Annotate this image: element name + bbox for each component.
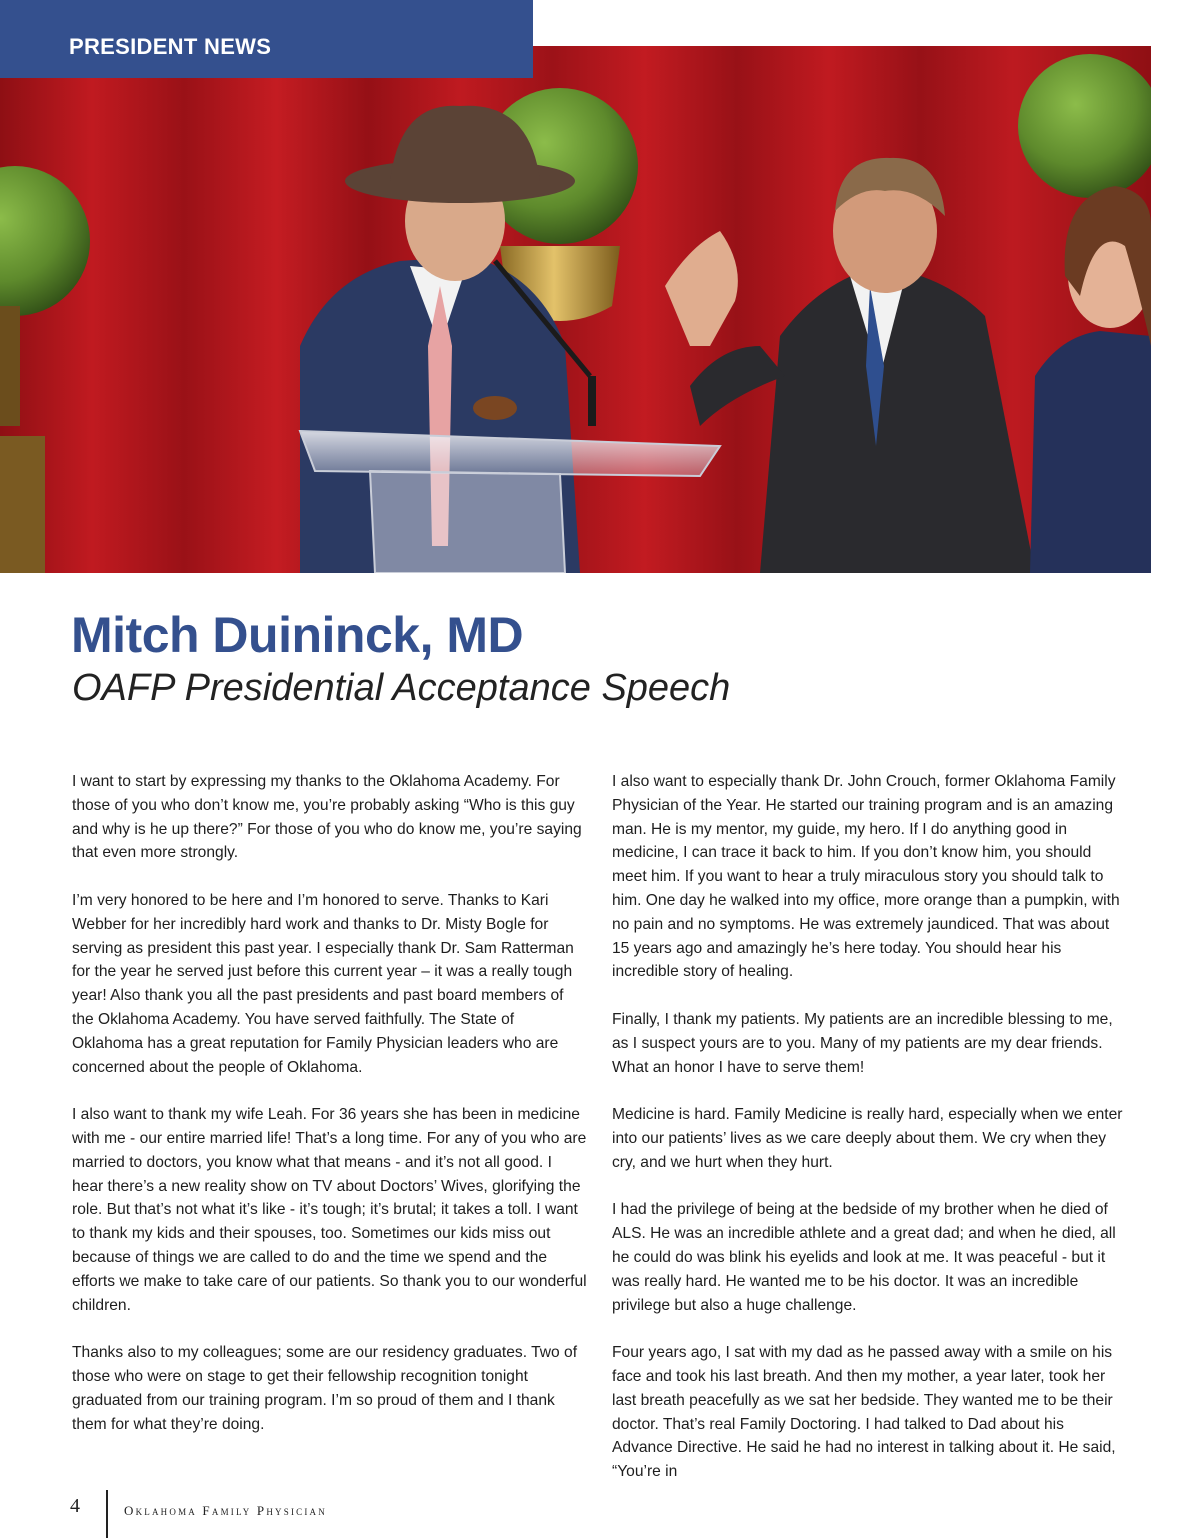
paragraph: I want to start by expressing my thanks to the Oklahoma Academy. For those of you who don’t know me, you’re probably asking “Who is this guy and why is he up there?” For those of you who do know me, you’re saying that even more strongly.: [72, 773, 582, 862]
footer-divider: [106, 1490, 108, 1538]
paragraph: I’m very honored to be here and I’m honored to serve. Thanks to Kari Webber for her incredibly hard work and thanks to Dr. Misty Bogle for serving as president this past year. I especially thank Dr. Sam Ratterman for the year he served just before this current year – it was a really tough year! Also thank you all the past presidents and past board members of the Oklahoma Academy. You have served faithfully. The State of Oklahoma has a great reputation for Family Physician leaders who are concerned about the people of Oklahoma.: [72, 891, 574, 1076]
article-column-right: [612, 770, 1127, 1508]
article-column-left: [72, 770, 587, 1460]
paragraph: I had the privilege of being at the bedside of my brother when he died of ALS. He was an incredible athlete and a great dad; and when he died, all he could do was blink his eyelids and look at me. It was peaceful - but it was really hard. He wanted me to be his doctor. It was an incredible privilege but also a huge challenge.: [612, 1201, 1116, 1314]
section-label: PRESIDENT NEWS: [69, 34, 272, 59]
paragraph: I also want to especially thank Dr. John Crouch, former Oklahoma Family Physician of the Year. He started our training program and is an amazing man. He is my mentor, my guide, my hero. If I do anything good in medicine, I can trace it back to him. If you don’t know him, you should meet him. If you want to hear a truly miraculous story you should talk to him. One day he walked into my office, more orange than a pumpkin, with no pain and no symptoms. He was extremely jaundiced. That was about 15 years ago and amazingly he’s here today. You should hear his incredible story of healing.: [612, 773, 1120, 981]
paragraph: Medicine is hard. Family Medicine is really hard, especially when we enter into our patients’ lives as we care deeply about them. We cry when they cry, and we hurt when they hurt.: [612, 1106, 1123, 1171]
article-subtitle: OAFP Presidential Acceptance Speech: [72, 667, 731, 709]
event-photo: [0, 46, 1151, 573]
article-title: Mitch Duininck, MD: [71, 607, 524, 663]
paragraph: Finally, I thank my patients. My patients are an incredible blessing to me, as I suspect yours are to you. Many of my patients are my dear friends. What an honor I have to serve them!: [612, 1010, 1113, 1076]
section-banner: [0, 0, 533, 78]
publication-name: Oklahoma Family Physician: [124, 1503, 327, 1518]
paragraph: Four years ago, I sat with my dad as he passed away with a smile on his face and took his last breath. And then my mother, a year later, took her last breath peacefully as we sat her bedside. They wanted me to be their doctor. That’s real Family Doctoring. I had talked to Dad about his Advance Directive. He said he had no interest in talking about it. He said, “You’re in: [612, 1344, 1116, 1481]
page-number: 4: [70, 1495, 80, 1517]
paragraph: Thanks also to my colleagues; some are our residency graduates. Two of those who were on stage to get their fellowship recognition tonight graduated from our training program. I’m so proud of them and I thank them for what they’re doing.: [72, 1344, 578, 1433]
paragraph: I also want to thank my wife Leah. For 36 years she has been in medicine with me - our entire married life! That’s a long time. For any of you who are married to doctors, you know what that means - and it’s not all good. I hear there’s a new reality show on TV about Doctors’ Wives, glorifying the role. But that’s not what it’s like - it’s tough; it’s brutal; it takes a toll. I want to thank my kids and their spouses, too. Sometimes our kids miss out because of things we are called to do and the time we spend and the efforts we make to take care of our patients. So thank you to our wonderful children.: [72, 1106, 587, 1314]
